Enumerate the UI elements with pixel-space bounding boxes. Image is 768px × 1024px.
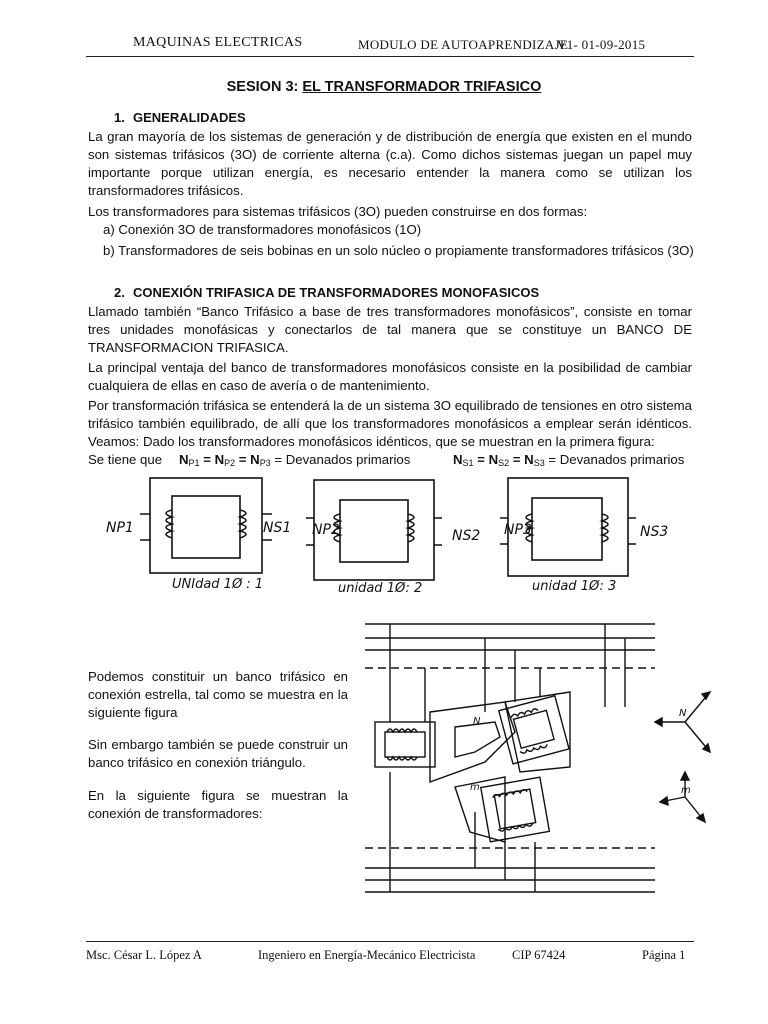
title-main: EL TRANSFORMADOR TRIFASICO (302, 79, 542, 95)
primary-equation: $N_{P1} = N_{P2} = N_{P3}$ = Devanados primarios (179, 452, 411, 468)
three-phase-bank-figure (355, 612, 735, 912)
section2-paragraph-3: Por transformación trifásica se entenderá la de un sistema 3O equilibrado de tensiones en otro sistema trifásico también equilibrado, de allí que los transformadores monofásicos a emplear serán idénticos. Veamos: Dado los transformadores monofásicos idénticos, que se muestran en la primera figura: (88, 398, 692, 449)
section2-paragraph-1: Llamado también “Banco Trifásico a base de tres transformadores monofásicos”, consiste en tomar tres unidades monofásicas y conectarlos de tal manera que se constituye un BANCO DE TRANSFORMACION TRIFASICA. (88, 304, 692, 355)
upper-star-symbol (655, 692, 710, 752)
footer-author: Msc. César L. López A (86, 948, 202, 962)
section1-paragraph-2: Los transformadores para sistemas trifásicos (3O) pueden construirse en dos formas: (88, 204, 588, 219)
section1-item-b: b) Transformadores de seis bobinas en un solo núcleo o propiamente transformadores trifásicos (3O) (103, 243, 694, 258)
footer-cip: CIP 67424 (512, 948, 566, 962)
core-lower-label: m (470, 782, 480, 793)
footer-role: Ingeniero en Energía-Mecánico Electricista (258, 948, 476, 962)
header-center: MODULO DE AUTOAPRENDIZAJE (358, 37, 569, 52)
unit-1-primary-label: NP1 (106, 520, 134, 536)
star-connection-text: Podemos constituir un banco trifásico en conexión estrella, tal como se muestra en la siguiente figura (88, 669, 348, 720)
unit-2-caption: unidad 1Ø: 2 (338, 581, 423, 596)
lower-star-label: m (681, 785, 691, 796)
unit-2-secondary-label: NS2 (452, 528, 481, 544)
unit-1-caption: UNIdad 1Ø : 1 (172, 577, 264, 592)
section1-item-a: a) Conexión 3O de transformadores monofásicos (1O) (103, 222, 422, 237)
unit-2-primary-label: NP2 (312, 522, 340, 538)
core-upper-label: N (473, 716, 481, 727)
section1-paragraph-1: La gran mayoría de los sistemas de generación y de distribución de energía que existen en el mundo son sistemas trifásicos (3O) de corriente alterna (c.a). Como dichos sistemas juegan un papel muy importante porque utilizan energía, es necesario entender la manera como se utilizan los transformadores trifásicos. (88, 129, 692, 198)
section1-heading: GENERALIDADES (133, 110, 246, 125)
footer-page: Página 1 (642, 948, 686, 962)
lower-star-symbol (660, 772, 705, 822)
header-version: V1- 01-09-2015 (557, 37, 646, 52)
se-tiene-label: Se tiene que (88, 452, 163, 467)
unit-3-secondary-label: NS3 (640, 524, 669, 540)
section1-number: 1. (114, 110, 125, 125)
unit-3-primary-label: NP3 (504, 522, 532, 538)
connection-figure-text: En la siguiente figura se muestran la conexión de transformadores: (88, 788, 348, 821)
title-prefix: SESION 3: (226, 79, 299, 95)
equation-line (88, 452, 692, 467)
page-title (0, 79, 768, 95)
section2-paragraph-2: La principal ventaja del banco de transformadores monofásicos consiste en la posibilidad de cambiar cualquiera de ellas en caso de avería o de mantenimiento. (88, 360, 692, 393)
secondary-equation: $N_{S1} = N_{S2} = N_{S3}$ = Devanados primarios (453, 452, 685, 468)
unit-1-secondary-label: NS1 (263, 520, 292, 536)
unit-1-transformer (140, 478, 272, 573)
single-phase-units-figure (80, 470, 700, 600)
section2-heading: CONEXIÓN TRIFASICA DE TRANSFORMADORES MONOFASICOS (133, 285, 540, 300)
header-left: MAQUINAS ELECTRICAS (133, 35, 303, 50)
unit-3-caption: unidad 1Ø: 3 (532, 579, 617, 594)
section2-number: 2. (114, 285, 125, 300)
upper-star-label: N (679, 708, 687, 719)
footer-rule (86, 941, 694, 942)
delta-connection-text: Sin embargo también se puede construir un banco trifásico en conexión triángulo. (88, 737, 348, 770)
header-rule (86, 56, 694, 57)
